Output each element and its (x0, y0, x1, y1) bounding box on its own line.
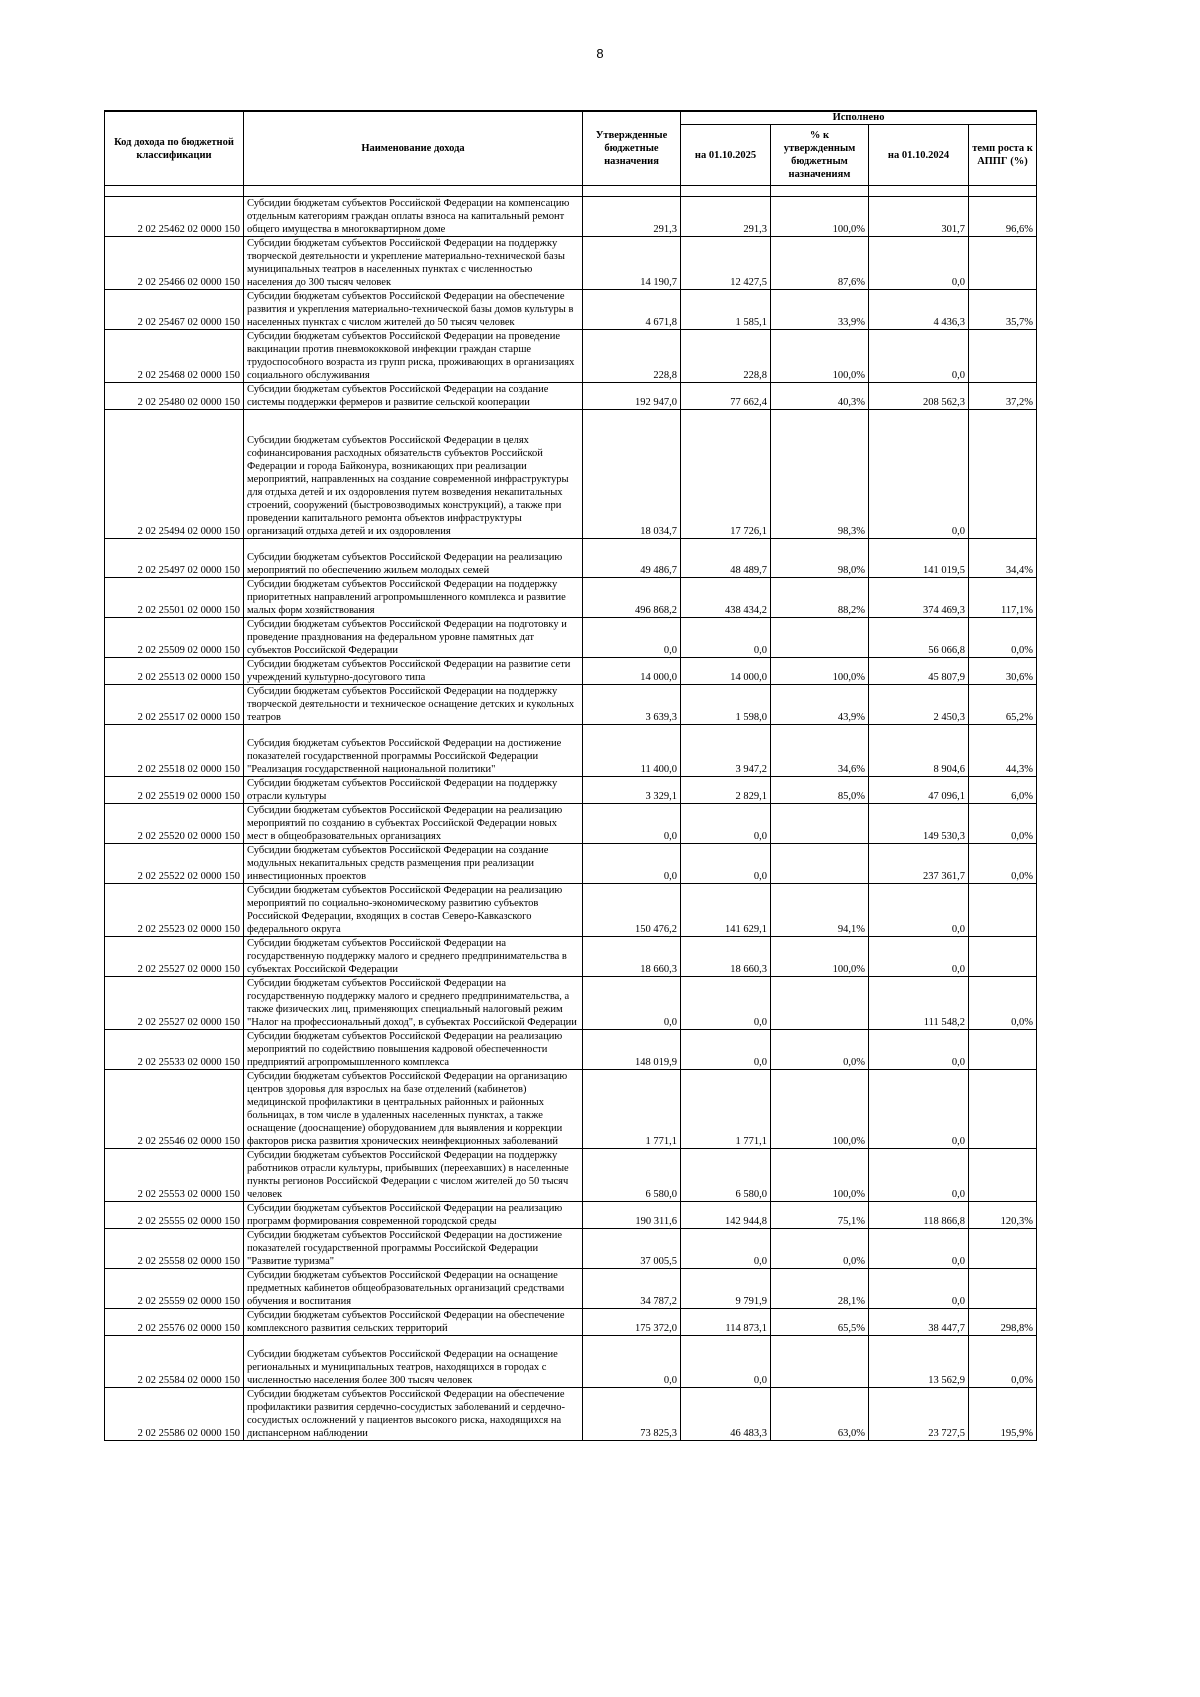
table-row (105, 618, 1037, 658)
cell-pct: 65,5% (771, 1309, 869, 1336)
cell-previous: 149 530,3 (869, 804, 969, 844)
cell-plan: 175 372,0 (583, 1309, 681, 1336)
cell-plan: 291,3 (583, 197, 681, 237)
table-row (105, 844, 1037, 884)
cell-current: 114 873,1 (681, 1309, 771, 1336)
cell-plan: 18 660,3 (583, 937, 681, 977)
cell-pct: 85,0% (771, 777, 869, 804)
table-row (105, 1070, 1037, 1149)
cell-current: 48 489,7 (681, 539, 771, 578)
cell-code: 2 02 25519 02 0000 150 (105, 777, 244, 804)
cell-code: 2 02 25527 02 0000 150 (105, 977, 244, 1030)
cell-previous: 0,0 (869, 884, 969, 937)
cell-current: 14 000,0 (681, 658, 771, 685)
cell-name: Субсидии бюджетам субъектов Российской Федерации на достижение показателей государственной программы Российской Федерации "Развитие туризма" (244, 1229, 583, 1269)
cell-previous: 301,7 (869, 197, 969, 237)
cell-current: 438 434,2 (681, 578, 771, 618)
cell-pct (771, 618, 869, 658)
header-growth: темп роста к АППГ (%) (969, 125, 1037, 186)
cell-previous: 111 548,2 (869, 977, 969, 1030)
cell-pct: 98,0% (771, 539, 869, 578)
cell-name: Субсидии бюджетам субъектов Российской Федерации на развитие сети учреждений культурно-досугового типа (244, 658, 583, 685)
table-row (105, 777, 1037, 804)
cell-code: 2 02 25546 02 0000 150 (105, 1070, 244, 1149)
header-pct: % к утвержденным бюджетным назначениям (771, 125, 869, 186)
cell-plan: 11 400,0 (583, 725, 681, 777)
cell-previous: 2 450,3 (869, 685, 969, 725)
cell-plan: 496 868,2 (583, 578, 681, 618)
cell-code: 2 02 25480 02 0000 150 (105, 383, 244, 410)
cell-name: Субсидии бюджетам субъектов Российской Федерации на реализацию мероприятий по созданию в субъектах Российской Федерации новых мест в общеобразовательных организациях (244, 804, 583, 844)
spacer-cell (771, 186, 869, 197)
cell-pct: 0,0% (771, 1229, 869, 1269)
cell-name: Субсидии бюджетам субъектов Российской Федерации на создание модульных некапитальных средств размещения при реализации инвестиционных проектов (244, 844, 583, 884)
cell-current: 77 662,4 (681, 383, 771, 410)
cell-growth: 0,0% (969, 804, 1037, 844)
cell-growth: 65,2% (969, 685, 1037, 725)
cell-pct: 43,9% (771, 685, 869, 725)
cell-name: Субсидии бюджетам субъектов Российской Федерации на реализацию мероприятий по содействию повышения кадровой обеспеченности предприятий агропромышленного комплекса (244, 1030, 583, 1070)
cell-current: 46 483,3 (681, 1388, 771, 1441)
table-row (105, 1388, 1037, 1441)
cell-pct: 100,0% (771, 1149, 869, 1202)
table-row (105, 685, 1037, 725)
spacer-cell (681, 186, 771, 197)
cell-previous: 0,0 (869, 1070, 969, 1149)
cell-plan: 37 005,5 (583, 1229, 681, 1269)
cell-code: 2 02 25553 02 0000 150 (105, 1149, 244, 1202)
cell-current: 228,8 (681, 330, 771, 383)
cell-code: 2 02 25520 02 0000 150 (105, 804, 244, 844)
cell-name: Субсидии бюджетам субъектов Российской Федерации на государственную поддержку малого и среднего предпринимательства в субъектах Российской Федерации (244, 937, 583, 977)
cell-growth (969, 937, 1037, 977)
cell-previous: 0,0 (869, 237, 969, 290)
cell-previous: 0,0 (869, 937, 969, 977)
cell-growth: 120,3% (969, 1202, 1037, 1229)
table-row (105, 410, 1037, 539)
cell-growth: 37,2% (969, 383, 1037, 410)
spacer-cell (869, 186, 969, 197)
cell-plan: 73 825,3 (583, 1388, 681, 1441)
cell-pct (771, 804, 869, 844)
cell-plan: 49 486,7 (583, 539, 681, 578)
cell-growth (969, 1229, 1037, 1269)
cell-previous: 56 066,8 (869, 618, 969, 658)
spacer-cell (244, 186, 583, 197)
cell-previous: 208 562,3 (869, 383, 969, 410)
cell-name: Субсидии бюджетам субъектов Российской Федерации на поддержку творческой деятельности и укрепление материально-технической базы муниципальных театров в населенных пунктах с численностью населения до 300 тысяч человек (244, 237, 583, 290)
cell-name: Субсидии бюджетам субъектов Российской Федерации на проведение вакцинации против пневмококковой инфекции граждан старше трудоспособного возраста из групп риска, проживающих в организациях социального обслуживания (244, 330, 583, 383)
cell-plan: 190 311,6 (583, 1202, 681, 1229)
header-plan: Утвержденные бюджетные назначения (583, 111, 681, 186)
cell-name: Субсидии бюджетам субъектов Российской Федерации на государственную поддержку малого и среднего предпринимательства, а также физических лиц, применяющих специальный налоговый режим "Налог на профессиональный доход", в субъектах Российской Федерации (244, 977, 583, 1030)
cell-plan: 34 787,2 (583, 1269, 681, 1309)
cell-plan: 4 671,8 (583, 290, 681, 330)
cell-pct: 100,0% (771, 197, 869, 237)
cell-code: 2 02 25527 02 0000 150 (105, 937, 244, 977)
table-header (105, 111, 1037, 197)
cell-name: Субсидии бюджетам субъектов Российской Федерации в целях софинансирования расходных обязательств субъектов Российской Федерации и города Байконура, возникающих при реализации мероприятий, направленных на создание современной инфраструктуры для отдыха детей и их оздоровления путем возведения некапитальных строений, сооружений (быстровозводимых конструкций), а также при проведении капитального ремонта объектов инфраструктуры организаций отдыха детей и их оздоровления (244, 410, 583, 539)
cell-pct: 33,9% (771, 290, 869, 330)
cell-previous: 0,0 (869, 1229, 969, 1269)
page-number: 8 (596, 46, 604, 61)
cell-code: 2 02 25501 02 0000 150 (105, 578, 244, 618)
cell-pct: 75,1% (771, 1202, 869, 1229)
cell-growth (969, 410, 1037, 539)
header-code: Код дохода по бюджетной классификации (105, 111, 244, 186)
cell-growth: 6,0% (969, 777, 1037, 804)
cell-plan: 3 329,1 (583, 777, 681, 804)
cell-code: 2 02 25468 02 0000 150 (105, 330, 244, 383)
cell-plan: 3 639,3 (583, 685, 681, 725)
cell-previous: 0,0 (869, 330, 969, 383)
table-row (105, 197, 1037, 237)
cell-name: Субсидии бюджетам субъектов Российской Федерации на обеспечение профилактики развития сердечно-сосудистых заболеваний и сердечно-сосудистых осложнений у пациентов высокого риска, находящихся на диспансерном наблюдении (244, 1388, 583, 1441)
table-row (105, 578, 1037, 618)
cell-growth: 34,4% (969, 539, 1037, 578)
header-current: на 01.10.2025 (681, 125, 771, 186)
cell-pct: 100,0% (771, 658, 869, 685)
table-row (105, 1202, 1037, 1229)
cell-current: 12 427,5 (681, 237, 771, 290)
cell-current: 6 580,0 (681, 1149, 771, 1202)
spacer-cell (583, 186, 681, 197)
table-row (105, 237, 1037, 290)
cell-pct: 34,6% (771, 725, 869, 777)
cell-current: 142 944,8 (681, 1202, 771, 1229)
cell-previous: 8 904,6 (869, 725, 969, 777)
cell-growth: 35,7% (969, 290, 1037, 330)
cell-name: Субсидии бюджетам субъектов Российской Федерации на реализацию мероприятий по социально-экономическому развитию субъектов Российской Федерации, входящих в состав Северо-Кавказского федерального округа (244, 884, 583, 937)
cell-current: 141 629,1 (681, 884, 771, 937)
cell-code: 2 02 25517 02 0000 150 (105, 685, 244, 725)
cell-name: Субсидии бюджетам субъектов Российской Федерации на компенсацию отдельным категориям граждан оплаты взноса на капитальный ремонт общего имущества в многоквартирном доме (244, 197, 583, 237)
table-row (105, 1309, 1037, 1336)
cell-plan: 148 019,9 (583, 1030, 681, 1070)
table-row (105, 1269, 1037, 1309)
table-row (105, 937, 1037, 977)
table-row (105, 290, 1037, 330)
table-row (105, 383, 1037, 410)
header-name: Наименование дохода (244, 111, 583, 186)
cell-plan: 0,0 (583, 1336, 681, 1388)
cell-growth: 298,8% (969, 1309, 1037, 1336)
cell-current: 18 660,3 (681, 937, 771, 977)
cell-pct (771, 1336, 869, 1388)
cell-current: 17 726,1 (681, 410, 771, 539)
table-row (105, 658, 1037, 685)
cell-growth: 0,0% (969, 844, 1037, 884)
cell-growth (969, 1030, 1037, 1070)
cell-growth: 30,6% (969, 658, 1037, 685)
cell-previous: 118 866,8 (869, 1202, 969, 1229)
cell-pct: 28,1% (771, 1269, 869, 1309)
cell-plan: 0,0 (583, 618, 681, 658)
cell-growth: 0,0% (969, 1336, 1037, 1388)
table-body (105, 197, 1037, 1441)
cell-code: 2 02 25513 02 0000 150 (105, 658, 244, 685)
spacer-cell (969, 186, 1037, 197)
table-row (105, 330, 1037, 383)
cell-plan: 228,8 (583, 330, 681, 383)
cell-name: Субсидия бюджетам субъектов Российской Федерации на достижение показателей государственной программы Российской Федерации "Реализация государственной национальной политики" (244, 725, 583, 777)
cell-growth (969, 884, 1037, 937)
cell-previous: 0,0 (869, 1030, 969, 1070)
cell-plan: 14 190,7 (583, 237, 681, 290)
cell-name: Субсидии бюджетам субъектов Российской Федерации на организацию центров здоровья для взрослых на базе отделений (кабинетов) медицинской профилактики в центральных районных и районных больницах, в том числе в удаленных населенных пунктах, а также оснащение (дооснащение) оборудованием для выявления и коррекции факторов риска развития хронических неинфекционных заболеваний (244, 1070, 583, 1149)
cell-pct: 40,3% (771, 383, 869, 410)
table-row (105, 884, 1037, 937)
cell-growth: 0,0% (969, 618, 1037, 658)
cell-previous: 141 019,5 (869, 539, 969, 578)
cell-current: 0,0 (681, 618, 771, 658)
cell-current: 0,0 (681, 844, 771, 884)
table-row (105, 804, 1037, 844)
cell-previous: 13 562,9 (869, 1336, 969, 1388)
cell-name: Субсидии бюджетам субъектов Российской Федерации на создание системы поддержки фермеров и развитие сельской кооперации (244, 383, 583, 410)
cell-plan: 14 000,0 (583, 658, 681, 685)
cell-plan: 18 034,7 (583, 410, 681, 539)
cell-current: 1 585,1 (681, 290, 771, 330)
cell-code: 2 02 25559 02 0000 150 (105, 1269, 244, 1309)
cell-growth: 195,9% (969, 1388, 1037, 1441)
cell-growth (969, 1269, 1037, 1309)
cell-name: Субсидии бюджетам субъектов Российской Федерации на обеспечение комплексного развития сельских территорий (244, 1309, 583, 1336)
cell-code: 2 02 25523 02 0000 150 (105, 884, 244, 937)
cell-pct: 94,1% (771, 884, 869, 937)
cell-plan: 0,0 (583, 844, 681, 884)
cell-current: 1 598,0 (681, 685, 771, 725)
cell-code: 2 02 25533 02 0000 150 (105, 1030, 244, 1070)
cell-code: 2 02 25522 02 0000 150 (105, 844, 244, 884)
cell-pct: 0,0% (771, 1030, 869, 1070)
cell-previous: 38 447,7 (869, 1309, 969, 1336)
cell-growth: 44,3% (969, 725, 1037, 777)
cell-previous: 374 469,3 (869, 578, 969, 618)
cell-pct: 100,0% (771, 937, 869, 977)
cell-name: Субсидии бюджетам субъектов Российской Федерации на поддержку творческой деятельности и техническое оснащение детских и кукольных театров (244, 685, 583, 725)
cell-code: 2 02 25466 02 0000 150 (105, 237, 244, 290)
table-row (105, 1030, 1037, 1070)
cell-code: 2 02 25467 02 0000 150 (105, 290, 244, 330)
cell-current: 1 771,1 (681, 1070, 771, 1149)
cell-plan: 0,0 (583, 804, 681, 844)
header-previous: на 01.10.2024 (869, 125, 969, 186)
cell-pct (771, 844, 869, 884)
cell-pct: 63,0% (771, 1388, 869, 1441)
cell-current: 0,0 (681, 1336, 771, 1388)
cell-current: 291,3 (681, 197, 771, 237)
cell-plan: 1 771,1 (583, 1070, 681, 1149)
table-row (105, 977, 1037, 1030)
cell-plan: 192 947,0 (583, 383, 681, 410)
cell-previous: 45 807,9 (869, 658, 969, 685)
cell-current: 2 829,1 (681, 777, 771, 804)
cell-current: 0,0 (681, 1229, 771, 1269)
cell-pct (771, 977, 869, 1030)
cell-code: 2 02 25509 02 0000 150 (105, 618, 244, 658)
cell-code: 2 02 25576 02 0000 150 (105, 1309, 244, 1336)
cell-code: 2 02 25497 02 0000 150 (105, 539, 244, 578)
cell-name: Субсидии бюджетам субъектов Российской Федерации на оснащение предметных кабинетов общеобразовательных организаций средствами обучения и воспитания (244, 1269, 583, 1309)
cell-code: 2 02 25518 02 0000 150 (105, 725, 244, 777)
cell-plan: 6 580,0 (583, 1149, 681, 1202)
cell-current: 3 947,2 (681, 725, 771, 777)
cell-growth (969, 1070, 1037, 1149)
cell-growth: 117,1% (969, 578, 1037, 618)
cell-current: 0,0 (681, 977, 771, 1030)
cell-name: Субсидии бюджетам субъектов Российской Федерации на поддержку работников отрасли культуры, прибывших (переехавших) в населенные пункты регионов Российской Федерации с числом жителей до 50 тысяч человек (244, 1149, 583, 1202)
cell-current: 0,0 (681, 804, 771, 844)
cell-code: 2 02 25586 02 0000 150 (105, 1388, 244, 1441)
cell-growth: 96,6% (969, 197, 1037, 237)
cell-pct: 98,3% (771, 410, 869, 539)
spacer-cell (105, 186, 244, 197)
cell-pct: 100,0% (771, 330, 869, 383)
cell-name: Субсидии бюджетам субъектов Российской Федерации на поддержку отрасли культуры (244, 777, 583, 804)
cell-previous: 0,0 (869, 1269, 969, 1309)
cell-growth (969, 237, 1037, 290)
cell-growth (969, 330, 1037, 383)
cell-previous: 237 361,7 (869, 844, 969, 884)
cell-name: Субсидии бюджетам субъектов Российской Федерации на подготовку и проведение празднования на федеральном уровне памятных дат субъектов Российской Федерации (244, 618, 583, 658)
cell-name: Субсидии бюджетам субъектов Российской Федерации на поддержку приоритетных направлений агропромышленного комплекса и развитие малых форм хозяйствования (244, 578, 583, 618)
cell-growth (969, 1149, 1037, 1202)
header-executed: Исполнено (681, 111, 1037, 125)
cell-previous: 4 436,3 (869, 290, 969, 330)
cell-name: Субсидии бюджетам субъектов Российской Федерации на реализацию мероприятий по обеспечению жильем молодых семей (244, 539, 583, 578)
table-row (105, 1149, 1037, 1202)
revenue-table (104, 110, 1037, 1441)
cell-name: Субсидии бюджетам субъектов Российской Федерации на обеспечение развития и укрепления материально-технической базы домов культуры в населенных пунктах с числом жителей до 50 тысяч человек (244, 290, 583, 330)
cell-name: Субсидии бюджетам субъектов Российской Федерации на оснащение региональных и муниципальных театров, находящихся в городах с численностью населения более 300 тысяч человек (244, 1336, 583, 1388)
cell-growth: 0,0% (969, 977, 1037, 1030)
cell-pct: 87,6% (771, 237, 869, 290)
cell-previous: 0,0 (869, 410, 969, 539)
cell-current: 0,0 (681, 1030, 771, 1070)
cell-code: 2 02 25462 02 0000 150 (105, 197, 244, 237)
cell-name: Субсидии бюджетам субъектов Российской Федерации на реализацию программ формирования современной городской среды (244, 1202, 583, 1229)
table-row (105, 539, 1037, 578)
cell-previous: 47 096,1 (869, 777, 969, 804)
cell-pct: 100,0% (771, 1070, 869, 1149)
cell-previous: 23 727,5 (869, 1388, 969, 1441)
table-row (105, 1336, 1037, 1388)
cell-code: 2 02 25558 02 0000 150 (105, 1229, 244, 1269)
cell-previous: 0,0 (869, 1149, 969, 1202)
cell-code: 2 02 25584 02 0000 150 (105, 1336, 244, 1388)
cell-code: 2 02 25555 02 0000 150 (105, 1202, 244, 1229)
table-row (105, 725, 1037, 777)
cell-plan: 150 476,2 (583, 884, 681, 937)
cell-current: 9 791,9 (681, 1269, 771, 1309)
table-row (105, 1229, 1037, 1269)
cell-plan: 0,0 (583, 977, 681, 1030)
cell-pct: 88,2% (771, 578, 869, 618)
cell-code: 2 02 25494 02 0000 150 (105, 410, 244, 539)
